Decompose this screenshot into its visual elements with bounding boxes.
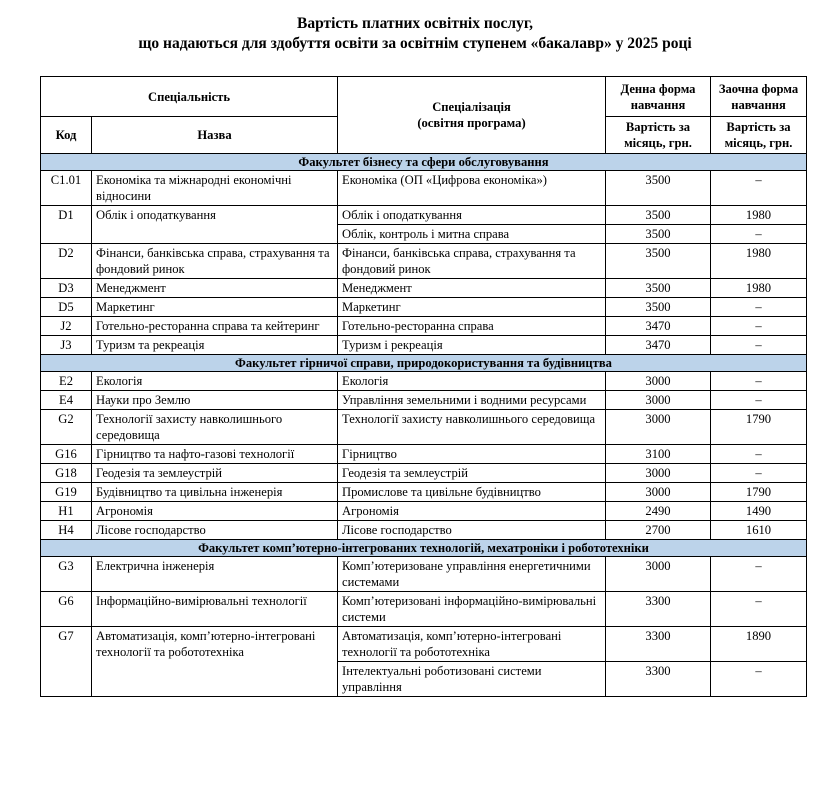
parttime-cost: – [711,592,807,627]
fulltime-cost: 3500 [606,298,711,317]
parttime-cost: – [711,336,807,355]
parttime-cost: 1610 [711,521,807,540]
table-row [41,521,807,540]
parttime-cost: – [711,298,807,317]
parttime-cost: 1490 [711,502,807,521]
specialty-code: G2 [41,410,92,445]
parttime-cost: – [711,445,807,464]
specialty-name: Економіка та міжнародні економічні відносини [92,171,338,206]
parttime-cost: – [711,557,807,592]
parttime-cost: – [711,662,807,697]
faculty-section [41,154,807,355]
program-name: Комп’ютеризоване управління енергетичними системами [338,557,606,592]
program-name: Технології захисту навколишнього середовища [338,410,606,445]
header-specialization-line2: (освітня програма) [417,116,526,130]
fulltime-cost: 3000 [606,557,711,592]
specialty-name: Інформаційно-вимірювальні технології [92,592,338,627]
program-name: Облік і оподаткування [338,206,606,225]
faculty-name: Факультет бізнесу та сфери обслуговування [41,154,807,171]
specialty-code: D2 [41,244,92,279]
fulltime-cost: 3000 [606,464,711,483]
parttime-cost: – [711,225,807,244]
faculty-name: Факультет комп’ютерно-інтегрованих технологій, мехатроніки і робототехніки [41,540,807,557]
specialty-code: E2 [41,372,92,391]
faculty-section [41,355,807,540]
table-row [41,592,807,627]
program-name: Туризм і рекреація [338,336,606,355]
specialty-code: G7 [41,627,92,697]
fulltime-cost: 3000 [606,391,711,410]
program-name: Готельно-ресторанна справа [338,317,606,336]
parttime-cost: – [711,317,807,336]
fulltime-cost: 3500 [606,206,711,225]
table-row [41,502,807,521]
specialty-code: H1 [41,502,92,521]
specialty-code: J3 [41,336,92,355]
specialty-name: Екологія [92,372,338,391]
program-name: Промислове та цивільне будівництво [338,483,606,502]
parttime-cost: – [711,464,807,483]
program-name: Інтелектуальні роботизовані системи управління [338,662,606,697]
table-row [41,244,807,279]
specialty-name: Лісове господарство [92,521,338,540]
fulltime-cost: 3470 [606,336,711,355]
program-name: Менеджмент [338,279,606,298]
table-row [41,317,807,336]
parttime-cost: – [711,171,807,206]
header-fulltime-cost: Вартість за місяць, грн. [606,117,711,154]
fulltime-cost: 3500 [606,279,711,298]
parttime-cost: – [711,391,807,410]
faculty-section [41,540,807,697]
table-row [41,279,807,298]
tuition-table [40,76,807,697]
parttime-cost: 1980 [711,244,807,279]
header-name: Назва [92,117,338,154]
faculty-header-row [41,540,807,557]
faculty-header-row [41,154,807,171]
table-row [41,483,807,502]
fulltime-cost: 2700 [606,521,711,540]
header-parttime-cost: Вартість за місяць, грн. [711,117,807,154]
specialty-code: G19 [41,483,92,502]
table-row [41,298,807,317]
parttime-cost: 1790 [711,483,807,502]
specialty-name: Менеджмент [92,279,338,298]
specialty-name: Агрономія [92,502,338,521]
title-line-1: Вартість платних освітніх послуг, [296,15,534,32]
program-name: Облік, контроль і митна справа [338,225,606,244]
fulltime-cost: 3500 [606,225,711,244]
program-name: Управління земельними і водними ресурсами [338,391,606,410]
specialty-code: E4 [41,391,92,410]
program-name: Економіка (ОП «Цифрова економіка») [338,171,606,206]
specialty-code: G3 [41,557,92,592]
specialty-code: H4 [41,521,92,540]
parttime-cost: – [711,372,807,391]
program-name: Автоматизація, комп’ютерно-інтегровані технології та робототехніка [338,627,606,662]
header-specialization [338,77,606,154]
table-row [41,557,807,592]
fulltime-cost: 3300 [606,662,711,697]
specialty-name: Гірництво та нафто-газові технології [92,445,338,464]
specialty-name: Геодезія та землеустрій [92,464,338,483]
specialty-code: D1 [41,206,92,244]
program-name: Комп’ютеризовані інформаційно-вимірювальні системи [338,592,606,627]
specialty-name: Науки про Землю [92,391,338,410]
header-specialization-line1: Спеціалізація [432,100,511,114]
fulltime-cost: 3300 [606,592,711,627]
specialty-name: Автоматизація, комп’ютерно-інтегровані технології та робототехніка [92,627,338,697]
header-code: Код [41,117,92,154]
parttime-cost: 1980 [711,279,807,298]
fulltime-cost: 3000 [606,483,711,502]
program-name: Гірництво [338,445,606,464]
table-row [41,206,807,225]
table-row [41,445,807,464]
faculty-header-row [41,355,807,372]
parttime-cost: 1890 [711,627,807,662]
specialty-name: Технології захисту навколишнього середовища [92,410,338,445]
table-row [41,464,807,483]
fulltime-cost: 3500 [606,171,711,206]
table-row [41,391,807,410]
specialty-name: Електрична інженерія [92,557,338,592]
specialty-code: G16 [41,445,92,464]
specialty-name: Туризм та рекреація [92,336,338,355]
program-name: Фінанси, банківська справа, страхування та фондовий ринок [338,244,606,279]
program-name: Маркетинг [338,298,606,317]
specialty-code: D3 [41,279,92,298]
program-name: Геодезія та землеустрій [338,464,606,483]
faculty-name: Факультет гірничої справи, природокористування та будівництва [41,355,807,372]
header-fulltime: Денна форма навчання [606,77,711,117]
table-row [41,171,807,206]
table-row [41,372,807,391]
table-header [41,77,807,154]
fulltime-cost: 3300 [606,627,711,662]
fulltime-cost: 2490 [606,502,711,521]
program-name: Лісове господарство [338,521,606,540]
fulltime-cost: 3500 [606,244,711,279]
parttime-cost: 1790 [711,410,807,445]
specialty-code: J2 [41,317,92,336]
specialty-name: Будівництво та цивільна інженерія [92,483,338,502]
fulltime-cost: 3100 [606,445,711,464]
document-title [0,14,830,54]
header-parttime: Заочна форма навчання [711,77,807,117]
specialty-name: Маркетинг [92,298,338,317]
header-specialty: Спеціальність [41,77,338,117]
fulltime-cost: 3470 [606,317,711,336]
parttime-cost: 1980 [711,206,807,225]
table-row [41,410,807,445]
program-name: Екологія [338,372,606,391]
title-line-2: що надаються для здобуття освіти за освітнім ступенем «бакалавр» у 2025 році [138,35,692,52]
specialty-name: Фінанси, банківська справа, страхування та фондовий ринок [92,244,338,279]
specialty-name: Облік і оподаткування [92,206,338,244]
specialty-code: D5 [41,298,92,317]
specialty-code: G18 [41,464,92,483]
fulltime-cost: 3000 [606,410,711,445]
table-row [41,627,807,662]
table-row [41,336,807,355]
fulltime-cost: 3000 [606,372,711,391]
specialty-code: C1.01 [41,171,92,206]
program-name: Агрономія [338,502,606,521]
specialty-name: Готельно-ресторанна справа та кейтеринг [92,317,338,336]
specialty-code: G6 [41,592,92,627]
